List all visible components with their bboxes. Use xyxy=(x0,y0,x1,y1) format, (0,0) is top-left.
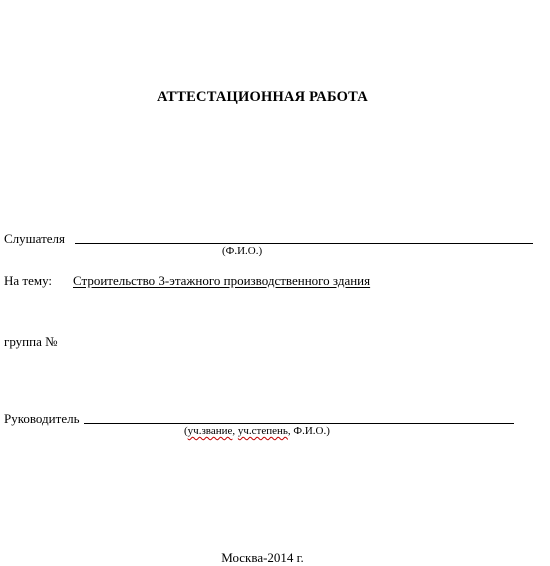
supervisor-caption-degree: уч.степень xyxy=(237,425,288,437)
supervisor-caption-rank: уч.звание xyxy=(187,425,233,437)
supervisor-caption-sep: , xyxy=(232,425,238,437)
supervisor-caption-name: , Ф.И.О.) xyxy=(287,425,330,437)
supervisor-caption-open: ( xyxy=(184,425,188,437)
student-name-line xyxy=(75,243,533,244)
document-footer: Москва-2014 г. xyxy=(221,550,304,565)
supervisor-label: Руководитель xyxy=(4,411,80,426)
document-title: АТТЕСТАЦИОННАЯ РАБОТА xyxy=(157,89,368,105)
topic-value: Строительство 3-этажного производственного здания xyxy=(73,273,371,288)
group-label: группа № xyxy=(4,334,58,349)
student-name-caption: (Ф.И.О.) xyxy=(222,245,263,257)
student-label: Слушателя xyxy=(4,231,66,246)
supervisor-name-line xyxy=(84,423,514,424)
supervisor-caption xyxy=(184,425,330,437)
topic-label: На тему: xyxy=(4,273,53,288)
